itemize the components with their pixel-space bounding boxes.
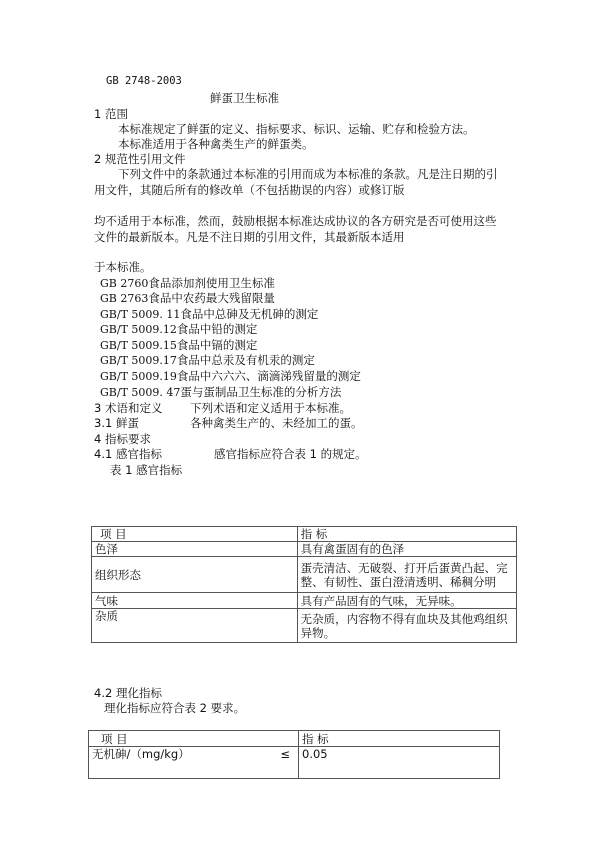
reference-code: GB/T 5009.15	[100, 339, 177, 352]
table-row	[92, 609, 517, 643]
section-1-heading: 1 范围	[94, 107, 128, 121]
section-3-heading: 3 术语和定义	[94, 401, 163, 415]
section-4-2-text: 理化指标应符合表 2 要求。	[104, 701, 246, 715]
section-3-text: 下列术语和定义适用于本标准。	[190, 401, 351, 415]
reference-item	[100, 307, 318, 322]
section-2-line-1: 下列文件中的条款通过本标准的引用而成为本标准的条款。凡是注日期的引	[118, 167, 498, 181]
row-operator: ≤	[245, 747, 299, 779]
row-item: 气味	[92, 593, 298, 609]
reference-item	[100, 353, 315, 368]
header-value: 指 标	[299, 731, 500, 747]
reference-name: 食品中总砷及无机砷的测定	[180, 307, 319, 321]
section-4-1-text: 感官指标应符合表 1 的规定。	[214, 447, 367, 461]
reference-item	[100, 338, 257, 353]
reference-name: 食品中六六六、滴滴涕残留量的测定	[176, 369, 361, 383]
row-item: 无机砷/（mg/kg）	[89, 747, 246, 779]
row-value: 蛋壳清洁、无破裂、打开后蛋黄凸起、完整、有韧性、蛋白澄清透明、稀稠分明	[297, 557, 516, 593]
table-1-caption: 表 1 感官指标	[110, 463, 183, 477]
standard-code: GB 2748-2003	[106, 75, 182, 87]
row-value: 0.05	[299, 747, 500, 779]
section-4-1-label: 4.1 感官指标	[94, 447, 162, 461]
reference-item	[100, 291, 275, 306]
table-header-row	[92, 527, 517, 542]
header-value: 指 标	[297, 527, 516, 542]
reference-code: GB 2760	[100, 277, 149, 290]
reference-name: 食品中铅的测定	[176, 322, 258, 336]
header-item: 项 目	[89, 731, 299, 747]
table-row	[92, 593, 517, 609]
reference-item	[100, 369, 361, 384]
definition-text: 各种禽类生产的、未经加工的蛋。	[190, 416, 363, 430]
section-4-2-label: 4.2 理化指标	[94, 686, 162, 700]
row-item: 组织形态	[92, 557, 298, 593]
reference-name: 食品添加剂使用卫生标准	[148, 276, 275, 290]
reference-name: 食品中镉的测定	[176, 338, 258, 352]
section-2-line-2: 用文件，其随后所有的修改单（不包括勘误的内容）或修订版	[94, 183, 405, 197]
section-1-paragraph-1: 本标准规定了鲜蛋的定义、指标要求、标识、运输、贮存和检验方法。	[118, 122, 475, 136]
reference-code: GB/T 5009.12	[100, 323, 177, 336]
row-value: 具有产品固有的气味，无异味。	[297, 593, 516, 609]
row-item: 色泽	[92, 542, 298, 557]
reference-name: 食品中总汞及有机汞的测定	[176, 353, 315, 367]
table-row	[89, 747, 500, 779]
reference-item	[100, 276, 275, 291]
section-2-line-5: 于本标准。	[94, 260, 152, 274]
sensory-table	[91, 526, 517, 643]
section-1-paragraph-2: 本标准适用于各种禽类生产的鲜蛋类。	[118, 137, 314, 151]
row-item: 杂质	[92, 609, 298, 643]
reference-item	[100, 322, 257, 337]
table-row	[92, 557, 517, 593]
physicochemical-table	[88, 730, 500, 779]
reference-code: GB/T 5009. 11	[100, 308, 181, 321]
table-header-row	[89, 731, 500, 747]
row-value: 无杂质，内容物不得有血块及其他鸡组织异物。	[297, 609, 516, 643]
reference-code: GB/T 5009. 47	[100, 386, 181, 399]
document-title: 鲜蛋卫生标准	[210, 91, 279, 105]
reference-item	[100, 385, 341, 400]
row-value: 具有禽蛋固有的色泽	[297, 542, 516, 557]
section-4-heading: 4 指标要求	[94, 432, 151, 446]
section-2-heading: 2 规范性引用文件	[94, 152, 186, 166]
definition-term: 3.1 鲜蛋	[94, 416, 139, 430]
reference-name: 食品中农药最大残留限量	[148, 291, 275, 305]
reference-code: GB 2763	[100, 292, 149, 305]
reference-name: 蛋与蛋制品卫生标准的分析方法	[180, 385, 342, 399]
reference-code: GB/T 5009.17	[100, 354, 177, 367]
table-row	[92, 542, 517, 557]
section-2-line-3: 均不适用于本标准，然而，鼓励根据本标准达成协议的各方研究是否可使用这些	[94, 214, 497, 228]
section-2-line-4: 文件的最新版本。凡是不注日期的引用文件，其最新版本适用	[94, 230, 405, 244]
header-item: 项 目	[92, 527, 298, 542]
reference-code: GB/T 5009.19	[100, 370, 177, 383]
